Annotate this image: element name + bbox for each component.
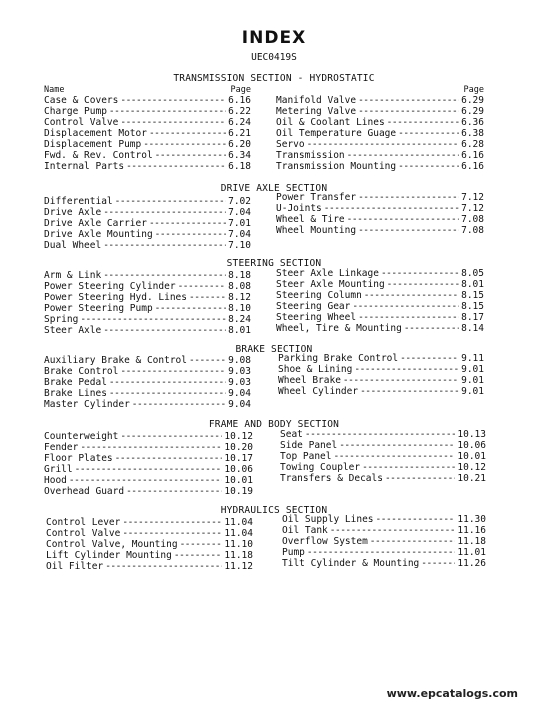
column-header-name: Name bbox=[44, 85, 65, 95]
section-drive-axle-right-column bbox=[276, 192, 484, 236]
index-entry-page: 8.12 bbox=[228, 292, 251, 303]
index-entry bbox=[276, 161, 484, 172]
index-entry-name: Transmission Mounting bbox=[276, 161, 397, 172]
dot-leader bbox=[347, 214, 459, 225]
index-entry bbox=[282, 558, 486, 569]
index-entry-name: Control Lever bbox=[46, 517, 121, 528]
index-entry-page: 10.01 bbox=[457, 451, 486, 462]
index-entry-name: Transfers & Decals bbox=[280, 473, 383, 484]
index-entry bbox=[44, 431, 253, 442]
index-entry-name: Wheel & Tire bbox=[276, 214, 345, 225]
index-entry-name: Internal Parts bbox=[44, 161, 125, 172]
index-entry-page: 9.03 bbox=[228, 366, 251, 377]
index-entry bbox=[44, 150, 251, 161]
dot-leader bbox=[115, 453, 223, 464]
index-entry bbox=[276, 225, 484, 236]
index-entry-page: 9.04 bbox=[228, 388, 251, 399]
index-entry-page: 11.26 bbox=[457, 558, 486, 569]
index-entry-page: 8.17 bbox=[461, 312, 484, 323]
index-entry-page: 8.15 bbox=[461, 301, 484, 312]
dot-leader bbox=[75, 464, 223, 475]
index-entry-name: Wheel Cylinder bbox=[278, 386, 359, 397]
dot-leader bbox=[387, 279, 459, 290]
index-entry bbox=[44, 399, 251, 410]
index-entry-page: 6.22 bbox=[228, 106, 251, 117]
index-entry bbox=[44, 464, 253, 475]
index-entry bbox=[46, 550, 253, 561]
index-entry-name: Drive Axle Carrier bbox=[44, 218, 147, 229]
index-entry-page: 6.29 bbox=[461, 95, 484, 106]
index-entry-page: 7.08 bbox=[461, 225, 484, 236]
index-entry-name: Overflow System bbox=[282, 536, 368, 547]
index-entry-page: 7.04 bbox=[228, 229, 251, 240]
index-entry bbox=[276, 290, 484, 301]
dot-leader bbox=[105, 561, 222, 572]
index-entry-name: Fender bbox=[44, 442, 79, 453]
index-entry-page: 11.10 bbox=[224, 539, 253, 550]
index-entry-page: 10.21 bbox=[457, 473, 486, 484]
index-entry-page: 6.36 bbox=[461, 117, 484, 128]
column-header-page: Page bbox=[463, 85, 484, 95]
index-entry bbox=[44, 240, 251, 251]
dot-leader bbox=[400, 353, 459, 364]
dot-leader bbox=[385, 473, 455, 484]
dot-leader bbox=[381, 268, 459, 279]
index-entry bbox=[276, 312, 484, 323]
document-id: UEC0419S bbox=[251, 52, 297, 63]
dot-leader bbox=[358, 312, 459, 323]
index-entry-name: Brake Lines bbox=[44, 388, 107, 399]
dot-leader bbox=[120, 366, 226, 377]
dot-leader bbox=[109, 388, 226, 399]
index-entry bbox=[276, 323, 484, 334]
index-entry-page: 9.01 bbox=[461, 364, 484, 375]
index-entry bbox=[44, 355, 251, 366]
index-entry-name: Steer Axle bbox=[44, 325, 102, 336]
index-entry-page: 7.12 bbox=[461, 192, 484, 203]
dot-leader bbox=[149, 218, 226, 229]
index-entry-name: Power Steering Hyd. Lines bbox=[44, 292, 187, 303]
index-entry-page: 7.02 bbox=[228, 196, 251, 207]
dot-leader bbox=[174, 550, 223, 561]
dot-leader bbox=[155, 229, 226, 240]
index-entry-page: 8.01 bbox=[228, 325, 251, 336]
index-entry bbox=[276, 192, 484, 203]
index-entry-page: 6.28 bbox=[461, 139, 484, 150]
index-entry-page: 8.01 bbox=[461, 279, 484, 290]
index-entry-name: Side Panel bbox=[280, 440, 338, 451]
index-entry bbox=[278, 375, 484, 386]
index-entry bbox=[280, 462, 486, 473]
index-entry bbox=[44, 196, 251, 207]
index-entry-page: 11.30 bbox=[457, 514, 486, 525]
index-entry-name: Pump bbox=[282, 547, 305, 558]
index-entry-page: 6.16 bbox=[461, 161, 484, 172]
dot-leader bbox=[155, 303, 226, 314]
index-entry-name: Steering Gear bbox=[276, 301, 351, 312]
index-entry-name: Wheel Mounting bbox=[276, 225, 357, 236]
dot-leader bbox=[109, 106, 226, 117]
index-entry-name: Oil Supply Lines bbox=[282, 514, 374, 525]
index-entry-page: 9.01 bbox=[461, 375, 484, 386]
section-hydraulics-left-column bbox=[46, 517, 253, 572]
index-entry-page: 10.19 bbox=[224, 486, 253, 497]
index-entry bbox=[278, 353, 484, 364]
index-entry-page: 6.29 bbox=[461, 106, 484, 117]
index-entry bbox=[46, 517, 253, 528]
index-entry-name: Displacement Motor bbox=[44, 128, 147, 139]
index-entry bbox=[282, 547, 486, 558]
dot-leader bbox=[103, 325, 226, 336]
section-title-brake: BRAKE SECTION bbox=[235, 344, 313, 355]
index-entry-name: Power Steering Pump bbox=[44, 303, 153, 314]
section-transmission-left-column bbox=[44, 85, 251, 172]
index-entry-page: 9.01 bbox=[461, 386, 484, 397]
dot-leader bbox=[387, 117, 459, 128]
index-entry-name: Transmission bbox=[276, 150, 345, 161]
dot-leader bbox=[362, 462, 455, 473]
index-entry-page: 6.24 bbox=[228, 117, 251, 128]
dot-leader bbox=[120, 95, 226, 106]
index-entry bbox=[280, 440, 486, 451]
dot-leader bbox=[330, 525, 456, 536]
dot-leader bbox=[398, 161, 459, 172]
dot-leader bbox=[126, 161, 226, 172]
section-title-frame-body: FRAME AND BODY SECTION bbox=[208, 419, 340, 430]
index-entry-name: Brake Pedal bbox=[44, 377, 107, 388]
index-entry bbox=[44, 377, 251, 388]
index-entry-name: Auxiliary Brake & Control bbox=[44, 355, 187, 366]
index-entry bbox=[44, 314, 251, 325]
dot-leader bbox=[122, 528, 222, 539]
index-entry bbox=[280, 451, 486, 462]
index-entry-page: 7.10 bbox=[228, 240, 251, 251]
index-entry-page: 6.20 bbox=[228, 139, 251, 150]
dot-leader bbox=[143, 139, 226, 150]
section-steering-left-column bbox=[44, 270, 251, 336]
index-entry-name: Top Panel bbox=[280, 451, 332, 462]
index-entry-name: Wheel, Tire & Mounting bbox=[276, 323, 402, 334]
index-entry bbox=[44, 366, 251, 377]
index-entry-page: 10.20 bbox=[224, 442, 253, 453]
dot-leader bbox=[354, 364, 459, 375]
section-brake-right-column bbox=[278, 353, 484, 397]
dot-leader bbox=[80, 442, 222, 453]
index-entry-page: 9.03 bbox=[228, 377, 251, 388]
index-entry-page: 9.08 bbox=[228, 355, 251, 366]
dot-leader bbox=[132, 399, 226, 410]
index-entry-name: Hood bbox=[44, 475, 67, 486]
index-entry-name: Metering Valve bbox=[276, 106, 357, 117]
index-entry-name: Power Steering Cylinder bbox=[44, 281, 176, 292]
index-entry-page: 8.14 bbox=[461, 323, 484, 334]
index-entry-page: 10.12 bbox=[457, 462, 486, 473]
index-entry-name: Fwd. & Rev. Control bbox=[44, 150, 153, 161]
index-entry-name: Steering Wheel bbox=[276, 312, 357, 323]
section-brake-left-column bbox=[44, 355, 251, 410]
index-entry-name: Manifold Valve bbox=[276, 95, 357, 106]
index-entry-page: 7.12 bbox=[461, 203, 484, 214]
index-entry-name: Seat bbox=[280, 429, 303, 440]
index-entry-name: Control Valve, Mounting bbox=[46, 539, 178, 550]
index-entry-name: Drive Axle Mounting bbox=[44, 229, 153, 240]
dot-leader bbox=[103, 270, 226, 281]
dot-leader bbox=[307, 139, 460, 150]
column-header-page: Page bbox=[230, 85, 251, 95]
index-entry bbox=[44, 207, 251, 218]
dot-leader bbox=[120, 431, 222, 442]
index-entry bbox=[278, 364, 484, 375]
index-entry bbox=[276, 214, 484, 225]
dot-leader bbox=[360, 386, 459, 397]
section-drive-axle-left-column bbox=[44, 196, 251, 251]
index-entry-page: 8.08 bbox=[228, 281, 251, 292]
index-entry bbox=[280, 429, 486, 440]
index-entry-page: 10.06 bbox=[457, 440, 486, 451]
index-entry-page: 11.18 bbox=[224, 550, 253, 561]
index-entry bbox=[276, 268, 484, 279]
index-entry bbox=[44, 95, 251, 106]
dot-leader bbox=[103, 207, 226, 218]
dot-leader bbox=[358, 225, 459, 236]
section-transmission-right-column bbox=[276, 85, 484, 172]
index-entry-name: Wheel Brake bbox=[278, 375, 341, 386]
dot-leader bbox=[126, 486, 222, 497]
index-entry bbox=[276, 139, 484, 150]
dot-leader bbox=[180, 539, 223, 550]
index-entry bbox=[276, 279, 484, 290]
dot-leader bbox=[305, 429, 456, 440]
index-entry-page: 6.38 bbox=[461, 128, 484, 139]
index-entry bbox=[44, 218, 251, 229]
index-entry bbox=[44, 139, 251, 150]
dot-leader bbox=[149, 128, 226, 139]
section-title-hydraulics: HYDRAULICS SECTION bbox=[220, 505, 328, 516]
index-entry-page: 8.15 bbox=[461, 290, 484, 301]
index-entry-name: Brake Control bbox=[44, 366, 119, 377]
index-entry-name: Servo bbox=[276, 139, 305, 150]
index-entry-name: Grill bbox=[44, 464, 73, 475]
dot-leader bbox=[358, 192, 459, 203]
dot-leader bbox=[115, 196, 226, 207]
index-entry-name: Displacement Pump bbox=[44, 139, 142, 150]
index-entry bbox=[44, 486, 253, 497]
section-title-steering: STEERING SECTION bbox=[226, 258, 322, 269]
index-entry bbox=[44, 281, 251, 292]
dot-leader bbox=[155, 150, 226, 161]
index-entry-name: Control Valve bbox=[44, 117, 119, 128]
index-entry-name: Shoe & Lining bbox=[278, 364, 353, 375]
index-entry-name: Charge Pump bbox=[44, 106, 107, 117]
index-entry-page: 11.12 bbox=[224, 561, 253, 572]
index-entry-page: 6.34 bbox=[228, 150, 251, 161]
index-entry-name: U-Joints bbox=[276, 203, 322, 214]
index-entry bbox=[44, 453, 253, 464]
section-frame-body-left-column bbox=[44, 431, 253, 497]
dot-leader bbox=[324, 203, 459, 214]
dot-leader bbox=[358, 95, 459, 106]
dot-leader bbox=[109, 377, 226, 388]
index-entry-page: 9.04 bbox=[228, 399, 251, 410]
index-entry-name: Drive Axle bbox=[44, 207, 102, 218]
dot-leader bbox=[421, 558, 455, 569]
index-entry-page: 8.18 bbox=[228, 270, 251, 281]
index-entry bbox=[282, 536, 486, 547]
dot-leader bbox=[364, 290, 459, 301]
index-entry-name: Parking Brake Control bbox=[278, 353, 399, 364]
index-entry bbox=[44, 270, 251, 281]
index-entry-name: Steer Axle Mounting bbox=[276, 279, 385, 290]
index-entry-page: 10.13 bbox=[457, 429, 486, 440]
index-entry-name: Steer Axle Linkage bbox=[276, 268, 379, 279]
index-entry bbox=[44, 106, 251, 117]
index-entry-name: Oil Temperature Guage bbox=[276, 128, 397, 139]
index-entry bbox=[46, 528, 253, 539]
dot-leader bbox=[307, 547, 456, 558]
section-title-transmission: TRANSMISSION SECTION - HYDROSTATIC bbox=[173, 73, 375, 84]
index-entry bbox=[276, 95, 484, 106]
index-entry-page: 10.01 bbox=[224, 475, 253, 486]
index-entry-page: 11.04 bbox=[224, 528, 253, 539]
index-entry-page: 11.01 bbox=[457, 547, 486, 558]
index-entry-page: 10.12 bbox=[224, 431, 253, 442]
index-entry bbox=[46, 561, 253, 572]
dot-leader bbox=[347, 150, 459, 161]
index-entry bbox=[44, 325, 251, 336]
index-entry-page: 11.16 bbox=[457, 525, 486, 536]
section-title-drive-axle: DRIVE AXLE SECTION bbox=[220, 183, 328, 194]
index-entry-page: 8.10 bbox=[228, 303, 251, 314]
dot-leader bbox=[370, 536, 456, 547]
column-header bbox=[276, 85, 484, 95]
dot-leader bbox=[358, 106, 459, 117]
index-entry bbox=[282, 525, 486, 536]
section-hydraulics-right-column bbox=[282, 514, 486, 569]
index-entry-page: 11.04 bbox=[224, 517, 253, 528]
dot-leader bbox=[189, 292, 226, 303]
index-entry-page: 6.18 bbox=[228, 161, 251, 172]
index-entry-name: Oil Filter bbox=[46, 561, 104, 572]
index-entry bbox=[44, 388, 251, 399]
column-header bbox=[44, 85, 251, 95]
index-entry-name: Overhead Guard bbox=[44, 486, 125, 497]
index-entry-name: Master Cylinder bbox=[44, 399, 130, 410]
index-entry bbox=[280, 473, 486, 484]
index-entry-page: 6.16 bbox=[228, 95, 251, 106]
dot-leader bbox=[178, 281, 227, 292]
index-entry bbox=[278, 386, 484, 397]
dot-leader bbox=[398, 128, 459, 139]
index-entry-page: 7.01 bbox=[228, 218, 251, 229]
index-entry-name: Towing Coupler bbox=[280, 462, 361, 473]
index-entry-name: Differential bbox=[44, 196, 113, 207]
index-entry bbox=[276, 128, 484, 139]
dot-leader bbox=[69, 475, 223, 486]
index-entry bbox=[276, 203, 484, 214]
dot-leader bbox=[352, 301, 459, 312]
index-entry bbox=[44, 475, 253, 486]
index-entry-name: Control Valve bbox=[46, 528, 121, 539]
page-title: INDEX bbox=[241, 28, 307, 48]
index-entry-name: Steering Column bbox=[276, 290, 362, 301]
index-entry-name: Case & Covers bbox=[44, 95, 119, 106]
index-entry bbox=[44, 292, 251, 303]
index-entry-name: Oil Tank bbox=[282, 525, 328, 536]
index-entry-page: 10.06 bbox=[224, 464, 253, 475]
index-entry-name: Counterweight bbox=[44, 431, 119, 442]
index-entry-name: Floor Plates bbox=[44, 453, 113, 464]
index-entry-name: Tilt Cylinder & Mounting bbox=[282, 558, 420, 569]
dot-leader bbox=[339, 440, 455, 451]
dot-leader bbox=[189, 355, 226, 366]
section-frame-body-right-column bbox=[280, 429, 486, 484]
index-entry-name: Power Transfer bbox=[276, 192, 357, 203]
index-entry-name: Spring bbox=[44, 314, 79, 325]
index-entry bbox=[276, 106, 484, 117]
index-entry bbox=[276, 117, 484, 128]
index-entry bbox=[44, 117, 251, 128]
index-entry-page: 7.08 bbox=[461, 214, 484, 225]
dot-leader bbox=[120, 117, 226, 128]
index-entry-name: Lift Cylinder Mounting bbox=[46, 550, 172, 561]
section-steering-right-column bbox=[276, 268, 484, 334]
index-entry-name: Oil & Coolant Lines bbox=[276, 117, 385, 128]
dot-leader bbox=[343, 375, 459, 386]
dot-leader bbox=[333, 451, 455, 462]
dot-leader bbox=[404, 323, 459, 334]
dot-leader bbox=[376, 514, 456, 525]
index-entry-page: 9.11 bbox=[461, 353, 484, 364]
footer-watermark-url: www.epcatalogs.com bbox=[386, 687, 518, 700]
index-entry-name: Dual Wheel bbox=[44, 240, 102, 251]
index-entry bbox=[276, 150, 484, 161]
index-entry bbox=[44, 303, 251, 314]
index-entry-name: Arm & Link bbox=[44, 270, 102, 281]
index-entry-page: 6.21 bbox=[228, 128, 251, 139]
index-entry-page: 7.04 bbox=[228, 207, 251, 218]
index-entry bbox=[44, 161, 251, 172]
index-entry bbox=[276, 301, 484, 312]
dot-leader bbox=[80, 314, 226, 325]
index-entry-page: 8.05 bbox=[461, 268, 484, 279]
index-entry-page: 8.24 bbox=[228, 314, 251, 325]
index-entry-page: 11.18 bbox=[457, 536, 486, 547]
index-entry-page: 10.17 bbox=[224, 453, 253, 464]
index-entry bbox=[282, 514, 486, 525]
dot-leader bbox=[103, 240, 226, 251]
index-entry bbox=[44, 128, 251, 139]
dot-leader bbox=[122, 517, 222, 528]
index-entry bbox=[46, 539, 253, 550]
index-entry bbox=[44, 442, 253, 453]
index-entry-page: 6.16 bbox=[461, 150, 484, 161]
index-entry bbox=[44, 229, 251, 240]
